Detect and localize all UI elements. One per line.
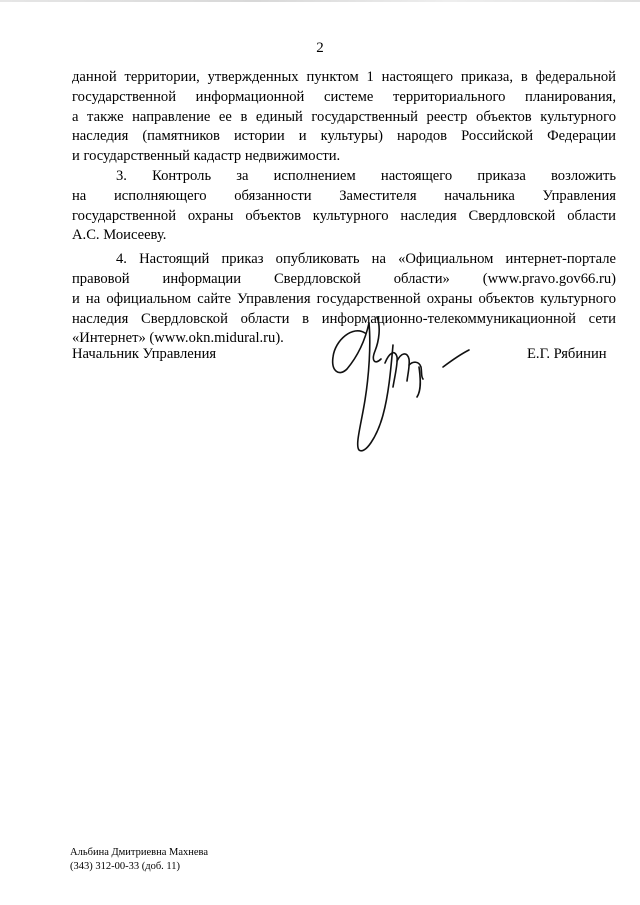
text-line: наследия (памятников истории и культуры) народов Российской Федерации	[72, 128, 616, 145]
text-line: А.С. Моисееву.	[72, 227, 167, 244]
text-line: государственной информационной системе территориального планирования,	[72, 88, 616, 105]
signatory-name: Е.Г. Рябинин	[527, 346, 607, 362]
text-line: и на официальном сайте Управления государственной охраны объектов культурного	[72, 290, 616, 307]
text-line: правовой информации Свердловской области» (www.pravo.gov66.ru)	[72, 270, 616, 287]
executor-name: Альбина Дмитриевна Махнева	[70, 847, 209, 858]
page-number: 2	[316, 40, 324, 56]
text-line: государственной охраны объектов культурного наследия Свердловской области	[72, 207, 616, 224]
text-line: а также направление ее в единый государственный реестр объектов культурного	[72, 108, 616, 125]
text-line: 3. Контроль за исполнением настоящего приказа возложить	[116, 167, 616, 184]
executor-footer	[70, 846, 208, 873]
paragraph-continuation	[72, 68, 616, 167]
handwritten-signature	[325, 305, 475, 460]
text-line: данной территории, утвержденных пунктом 1 настоящего приказа, в федеральной	[72, 69, 616, 85]
text-line: и государственный кадастр недвижимости.	[72, 148, 341, 165]
executor-phone: (343) 312-00-33 (доб. 11)	[70, 860, 181, 872]
paragraph-item-3	[72, 167, 616, 246]
text-line: 4. Настоящий приказ опубликовать на «Официальном интернет-портале	[116, 251, 616, 268]
text-line: «Интернет» (www.okn.midural.ru).	[72, 330, 284, 347]
signatory-position: Начальник Управления	[72, 346, 217, 362]
scan-edge-shadow	[0, 0, 640, 2]
text-line: на исполняющего обязанности Заместителя начальника Управления	[72, 187, 616, 204]
text-line: наследия Свердловской области в информационно-телекоммуникационной сети	[72, 310, 616, 327]
